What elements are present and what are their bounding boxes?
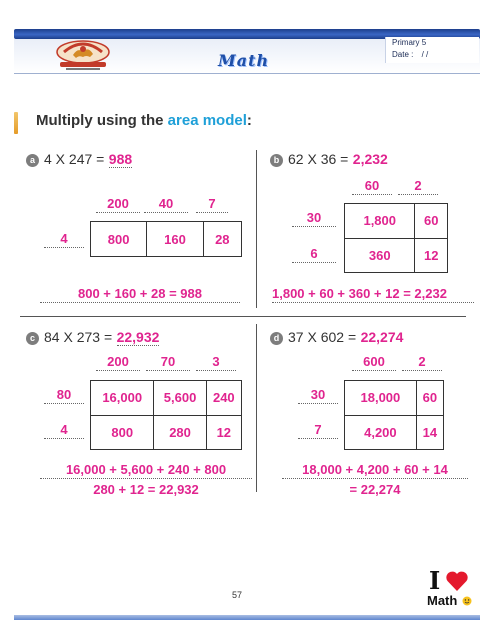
logo-i-letter: I	[429, 566, 441, 595]
row-label: 30	[292, 210, 336, 227]
column-label: 200	[96, 196, 140, 213]
problem-expression: 62 X 36 =	[288, 151, 349, 167]
grid-cell: 12	[206, 415, 241, 450]
area-model-grid	[344, 380, 444, 450]
vertical-divider-bottom	[256, 324, 257, 492]
problem-expression: 4 X 247 =	[44, 151, 105, 167]
problem-letter-badge: b	[270, 154, 283, 167]
sum-line: 16,000 + 5,600 + 240 + 800	[40, 462, 252, 479]
grid-cell: 5,600	[154, 381, 206, 416]
grid-cell: 800	[91, 222, 147, 257]
grid-cell: 12	[415, 238, 448, 273]
sum-line: 1,800 + 60 + 360 + 12 = 2,232	[272, 286, 474, 303]
row-label: 7	[298, 422, 338, 439]
grid-cell: 4,200	[345, 415, 417, 450]
grade-label: Primary 5	[392, 38, 427, 47]
info-box	[385, 37, 479, 63]
section-marker	[14, 112, 18, 134]
problem-b-question	[270, 151, 388, 169]
grid-cell: 240	[206, 381, 241, 416]
header-divider	[14, 73, 480, 74]
heart-icon	[445, 570, 469, 592]
grid-cell: 60	[416, 381, 443, 416]
area-model-grid	[90, 221, 242, 257]
column-label: 3	[196, 354, 236, 371]
row-label: 4	[44, 231, 84, 248]
grid-cell: 160	[147, 222, 203, 257]
instruction-suffix: :	[246, 112, 252, 129]
sum-line: 280 + 12 = 22,932	[93, 482, 199, 497]
grid-cell: 60	[415, 204, 448, 239]
grid-cell: 280	[154, 415, 206, 450]
row-label: 80	[44, 387, 84, 404]
problem-answer: 22,932	[116, 329, 160, 345]
grid-cell: 18,000	[345, 381, 417, 416]
problem-c-question	[26, 329, 159, 347]
row-label: 4	[44, 422, 84, 439]
date-label: Date :	[392, 50, 414, 59]
area-model-grid	[344, 203, 448, 273]
sum-line: 800 + 160 + 28 = 988	[40, 286, 240, 303]
grid-cell: 1,800	[345, 204, 415, 239]
date-row	[392, 50, 428, 59]
row-label: 6	[292, 246, 336, 263]
instruction-highlight: area model	[167, 112, 247, 129]
instruction-title	[36, 112, 252, 129]
column-label: 600	[352, 354, 396, 371]
sum-line: 18,000 + 4,200 + 60 + 14	[282, 462, 468, 479]
problem-answer: 2,232	[352, 151, 388, 167]
vertical-divider-top	[256, 150, 257, 308]
math-subject-logo: Math	[218, 51, 270, 70]
instruction-prefix: Multiply using the	[36, 112, 168, 129]
grid-cell: 360	[345, 238, 415, 273]
page-number: 57	[232, 590, 243, 600]
grid-cell: 800	[91, 415, 154, 450]
column-label: 2	[398, 178, 438, 195]
grid-cell: 16,000	[91, 381, 154, 416]
problem-answer: 22,274	[360, 329, 404, 345]
column-label: 200	[96, 354, 140, 371]
problem-expression: 84 X 273 =	[44, 329, 113, 345]
area-model-grid	[90, 380, 242, 450]
column-label: 60	[352, 178, 392, 195]
grid-cell: 14	[416, 415, 443, 450]
problem-a-question	[26, 151, 132, 169]
date-slashes: / /	[421, 50, 429, 59]
smiley-icon	[462, 596, 472, 606]
column-label: 40	[144, 196, 188, 213]
column-label: 70	[146, 354, 190, 371]
problem-d-question	[270, 329, 403, 347]
i-love-math-logo	[425, 568, 475, 610]
problem-answer: 988	[108, 151, 133, 167]
footer-bar	[14, 615, 480, 620]
school-logo	[42, 38, 124, 72]
logo-math-text: Math	[427, 593, 458, 608]
problem-letter-badge: c	[26, 332, 39, 345]
horizontal-divider	[20, 316, 466, 317]
row-label: 30	[298, 387, 338, 404]
sum-line: = 22,274	[349, 482, 401, 497]
grid-cell: 28	[203, 222, 241, 257]
problem-letter-badge: d	[270, 332, 283, 345]
problem-expression: 37 X 602 =	[288, 329, 357, 345]
column-label: 2	[402, 354, 442, 371]
column-label: 7	[196, 196, 228, 213]
problem-letter-badge: a	[26, 154, 39, 167]
